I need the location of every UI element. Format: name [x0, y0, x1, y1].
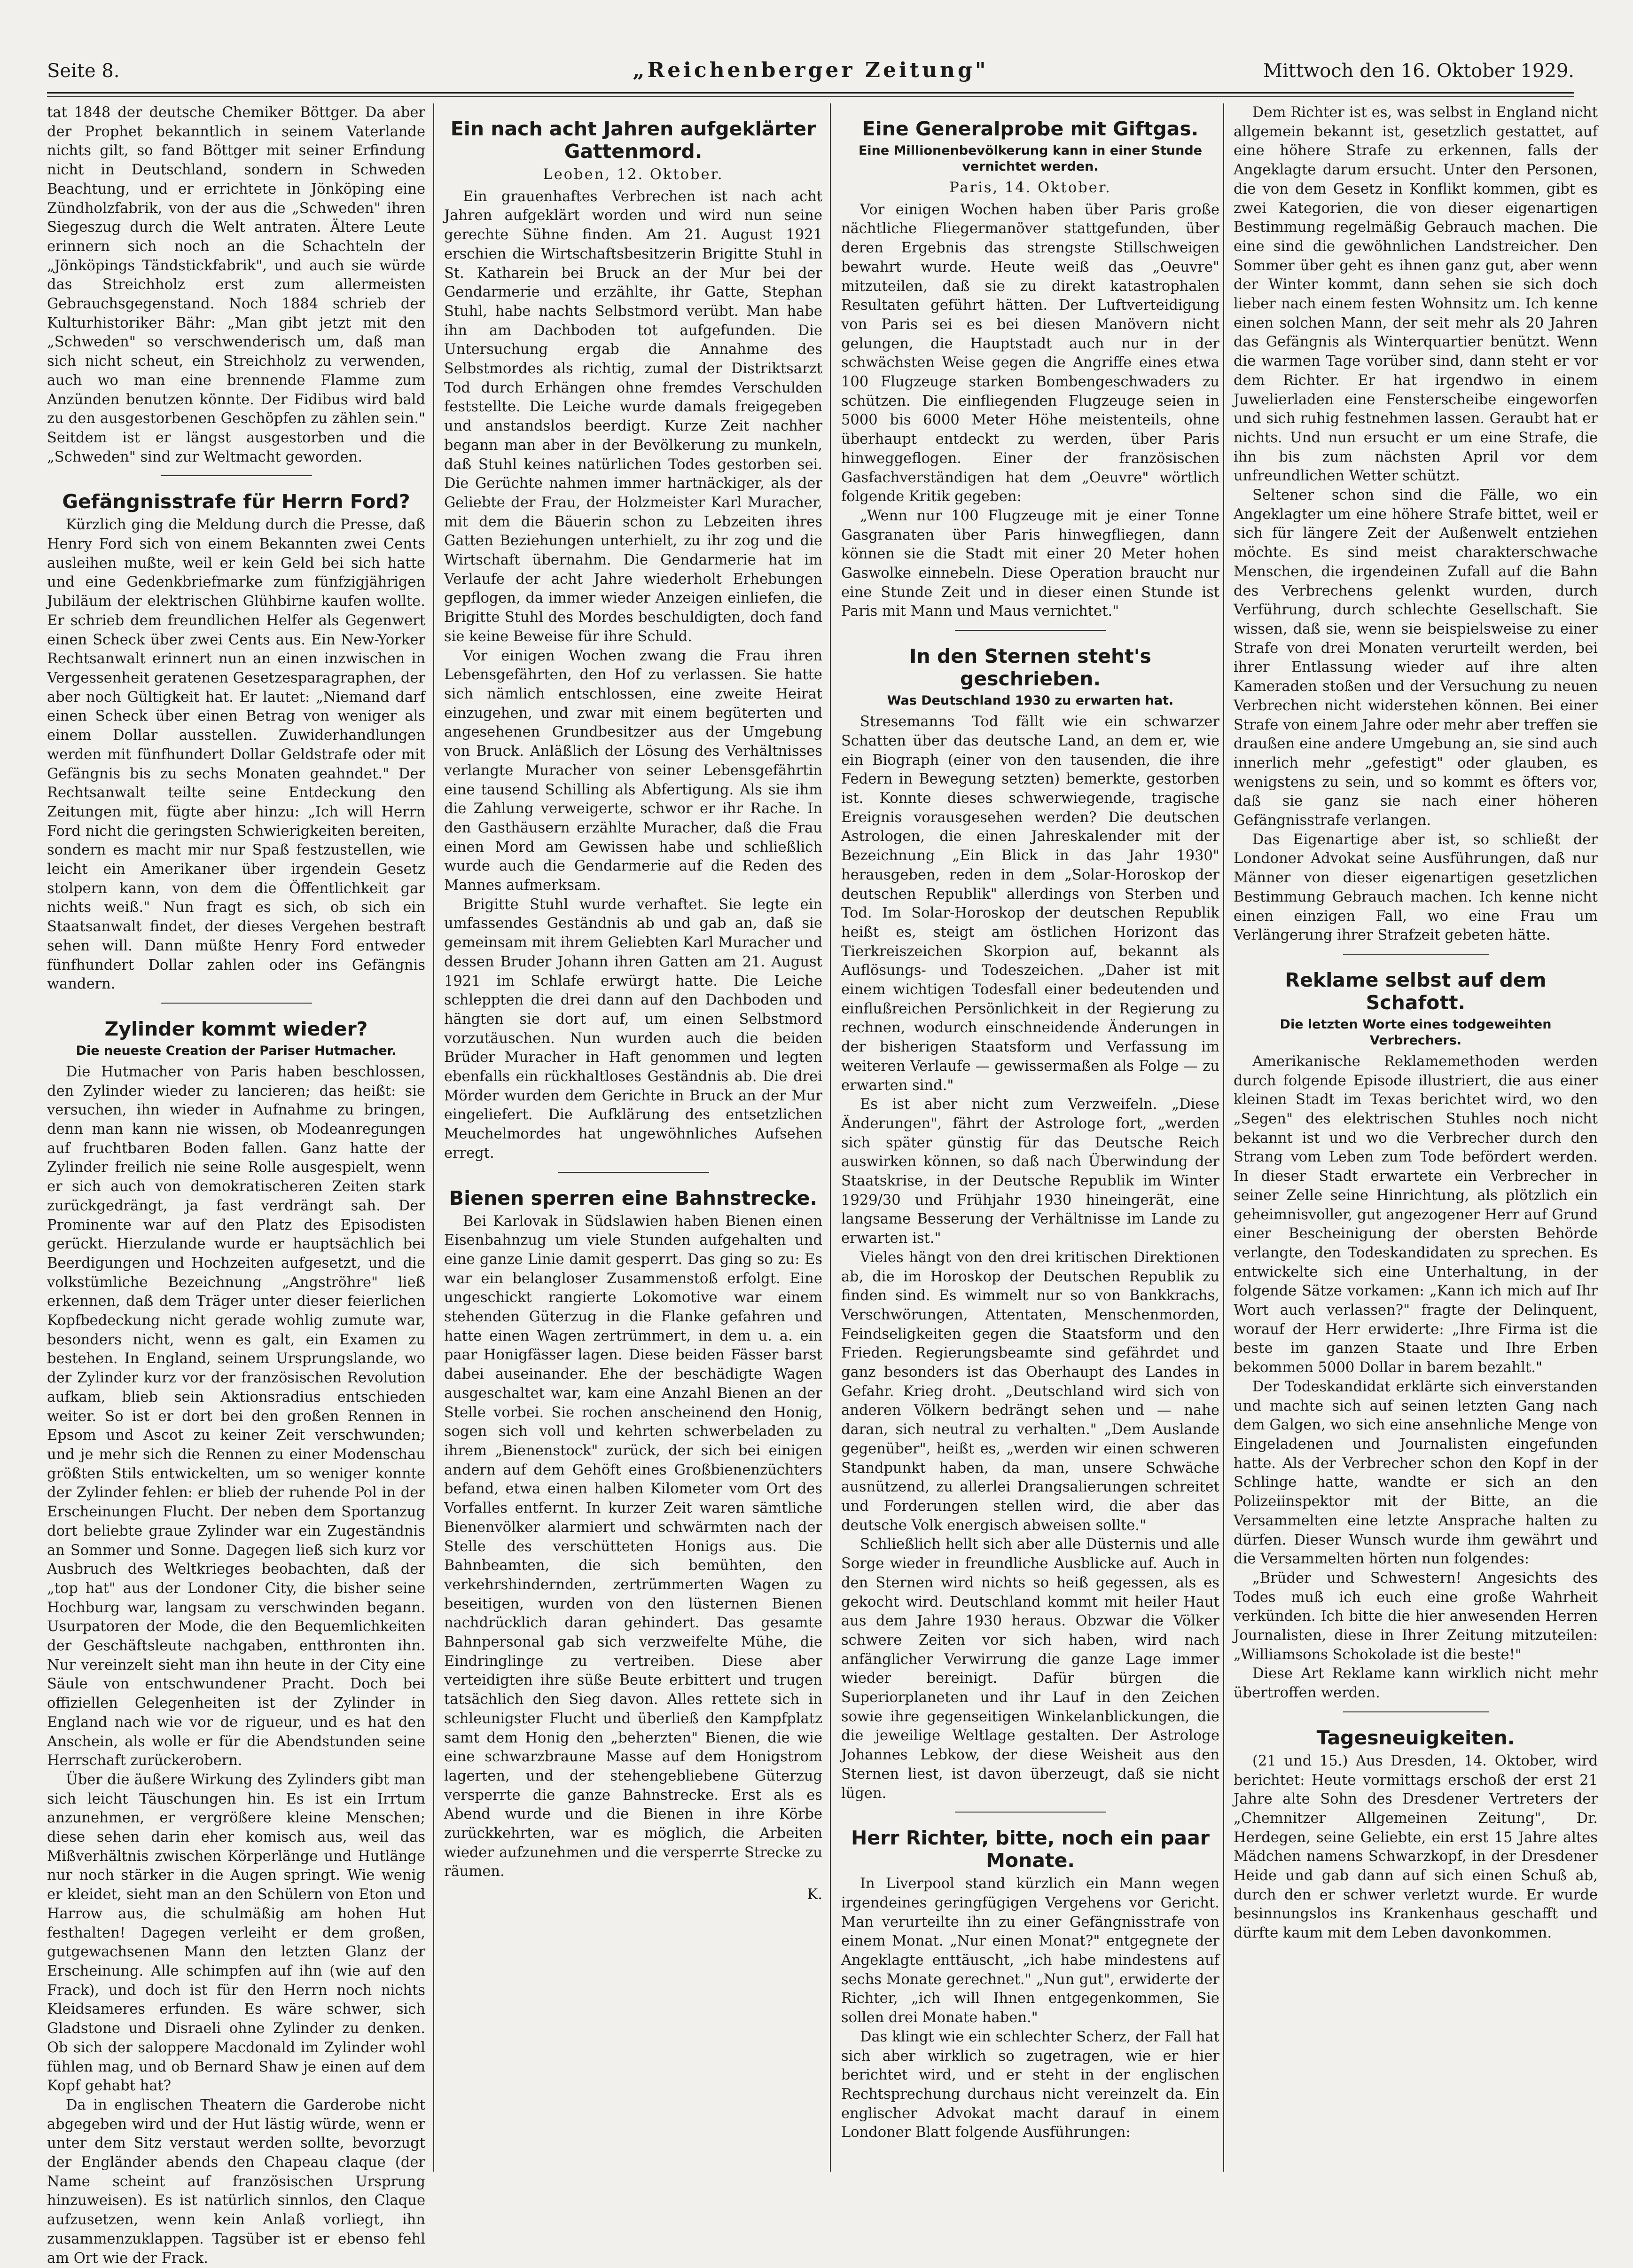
article-richter-continued	[1234, 103, 1598, 945]
article-signature: K.	[807, 1886, 822, 1903]
article-subtitle: Eine Millionenbevölkerung kann in einer Stunde vernichtet werden.	[858, 143, 1203, 174]
article-subtitle: Die letzten Worte eines todgeweihten Verbrechers.	[1280, 1017, 1552, 1048]
article-paragraph: Der Todeskandidat erklärte sich einverstanden und machte sich auf seinen letzten Gang nach dem Galgen, wo sich eine ansehnliche Menge von Eingeladenen und Journalisten eingefunden hatte. Als der Verbrecher schon den Kopf in der Schlinge hatte, wandte er sich an den Polizeiinspektor mit der Bitte, an die Versammelten eine letzte Ansprache halten zu dürfen. Dieser Wunsch wurde ihm gewährt und die Versammelten hörten nun folgendes:	[1234, 1378, 1598, 1568]
article-paragraph: Amerikanische Reklamemethoden werden durch folgende Episode illustriert, die aus einer kleinen Stadt im Texas berichtet wird, wo den „Segen" des elektrischen Stuhles noch nicht bekannt ist und wo die Verbrecher durch den Strang vom Leben zum Tode befördert werden. In dieser Stadt erwartete ein Verbrecher in seiner Zelle seine Hinrichtung, als plötzlich ein geheimnisvoller, gut angezogener Herr auf Grund einer Bescheinigung der obersten Behörde verlangte, den Todeskandidaten zu sprechen. Es entwickelte sich eine Unterhaltung, in der folgende Sätze vorkamen: „Kann ich mich auf Ihr Wort auch verlassen?" fragte der Delinquent, worauf der Herr erwiderte: „Ihre Firma ist die beste im ganzen Staate und Ihre Erben bekommen 5000 Dollar in barem bezahlt."	[1234, 1053, 1598, 1376]
page-number: Seite 8.	[47, 60, 120, 82]
article-title: Tagesneuigkeiten.	[1316, 1726, 1515, 1749]
column-divider	[433, 103, 434, 2172]
article-title: Zylinder kommt wieder?	[104, 1017, 368, 1040]
article-separator	[1343, 954, 1489, 955]
column-divider	[1223, 103, 1224, 2172]
article-zuendholz	[47, 103, 425, 467]
article-dateline: Paris, 14. Oktober.	[949, 180, 1111, 196]
article-paragraph: Vor einigen Wochen zwang die Frau ihren Lebensgefährten, den Hof zu verlassen. Sie hatte sich nämlich entschlossen, eine zweite Heirat einzugehen, und zwar mit einem begüterten und angesehenen Grundbesitzer aus der Umgebung von Bruck. Anläßlich der Lösung des Verhältnisses verlangte Muracher von seiner Lebensgefährtin eine tausend Schilling als Abfertigung. Als sie ihm die Zahlung verweigerte, schwor er ihr Rache. In den Gasthäusern erzählte Muracher, daß die Frau einen Mord am Gewissen habe und schließlich wurde auch die Gendarmerie auf die Reden des Mannes aufmerksam.	[444, 647, 822, 894]
article-zylinder	[47, 1018, 425, 2268]
article-paragraph: Stresemanns Tod fällt wie ein schwarzer Schatten über das deutsche Land, an dem er, wie ein Biograph (einer von den tausenden, die ihre Federn in Bewegung setzten) bemerkte, gestorben ist. Konnte dieses schwerwiegende, tragische Ereignis vorausgesehen werden? Die deutschen Astrologen, die einen Jahreskalender mit der Bezeichnung „Ein Blick in das Jahr 1930" herausgeben, reden in dem „Solar-Horoskop der deutschen Republik" allerdings von Sterben und Tod. Im Solar-Horoskop der deutschen Republik heißt es, steigt am östlichen Horizont das Tierkreiszeichen Skorpion auf, bekannt als Auflösungs- und Todeszeichen. „Daher ist mit einem wichtigen Todesfall einer bedeutenden und einflußreichen Persönlichkeit in der Regierung zu rechnen, wodurch einschneidende Änderungen in der bisherigen Staatsform und Verfassung im weiteren Verlaufe — gewissermaßen als Folge — zu erwarten sind."	[841, 714, 1219, 1094]
newspaper-title: „Reichenberger Zeitung"	[633, 58, 989, 82]
article-title: Bienen sperren eine Bahnstrecke.	[449, 1186, 818, 1209]
article-separator	[1343, 1711, 1489, 1712]
column-3	[841, 103, 1219, 2200]
article-paragraph: Bei Karlovak in Südslawien haben Bienen einen Eisenbahnzug um viele Stunden aufgehalten und eine ganze Linie damit gesperrt. Das ging so zu: Es war ein belangloser Zusammenstoß erfolgt. Eine ungeschickt rangierte Lokomotive war einem stehenden Güterzug in die Flanke gefahren und hatte einen Wagen zertrümmert, in dem u. a. ein paar Honigfässer lagen. Diese beiden Fässer barst dabei auseinander. Ehe der beschädigte Wagen ausgeschaltet war, kam eine Anzahl Bienen an der Stelle vorbei. Sie rochen anscheinend den Honig, sogen sich voll und kehrten schwerbeladen zu ihrem „Bienenstock" zurück, der sich bei einigen andern auf dem Gehöft eines Großbienenzüchters befand, etwa einen halben Kilometer vom Ort des Vorfalles entfernt. In kurzer Zeit waren sämtliche Bienenvölker alarmiert und schwärmten nach der Stelle des verschütteten Honigs aus. Die Bahnbeamten, die sich bemühten, den verkehrshindernden, zertrümmerten Wagen zu beseitigen, wurden von den lüsternen Bienen nachdrücklich daran gehindert. Das gesamte Bahnpersonal gab sich verzweifelte Mühe, die Eindringlinge zu vertreiben. Diese aber verteidigten ihre süße Beute erbittert und trugen tatsächlich den Sieg davon. Alles rettete sich in schleunigster Flucht und überließ den Kampfplatz samt dem Honig den „beherzten" Bienen, die wie eine schwarzbraune Masse auf dem Honigstrom lagerten, und der stehengebliebene Güterzug versperrte die ganze Bahnstrecke. Erst als es Abend wurde und die Bienen in ihre Körbe zurückkehrten, war es möglich, die Arbeiten wieder aufzunehmen und die versperrte Strecke zu räumen.	[444, 1213, 822, 1880]
column-divider	[830, 103, 831, 2172]
article-title: Gefängnisstrafe für Herrn Ford?	[62, 490, 410, 513]
article-paragraph: (21 und 15.) Aus Dresden, 14. Oktober, wird berichtet: Heute vormittags erschoß der erst 21 Jahre alte Sohn des Dresdener Vertreters der „Chemnitzer Allgemeinen Zeitung", Dr. Herdegen, seine Geliebte, ein erst 15 Jahre altes Mädchen namens Schwarzkopf, in der Dresdener Heide und gab dann auf sich einen Schuß ab, durch den er schwer verletzt wurde. Er wurde besinnungslos ins Krankenhaus geschafft und dürfte kaum mit dem Leben davonkommen.	[1234, 1752, 1598, 1942]
article-paragraph: „Brüder und Schwestern! Angesichts des Todes muß ich euch eine große Wahrheit verkünden. Ich bitte die hier anwesenden Herren Journalisten, diese in Ihrer Zeitung mitzuteilen: „Williamsons Schokolade ist die beste!"	[1234, 1570, 1598, 1663]
article-paragraph: Kürzlich ging die Meldung durch die Presse, daß Henry Ford sich von einem Bekannten zwei Cents ausleihen mußte, weil er kein Geld bei sich hatte und eine Gedenkbriefmarke zum fünfzigjährigen Jubiläum der elektrischen Glühbirne kaufen wollte. Er schrieb dem freundlichen Helfer als Gegenwert einen Scheck über zwei Cents aus. Ein New-Yorker Rechtsanwalt erinnert nun an einen inzwischen in Vergessenheit geratenen Gesetzesparagraphen, der aber noch Gültigkeit hat. Er lautet: „Niemand darf einen Scheck über einen Betrag von weniger als einem Dollar ausstellen. Zuwiderhandlungen werden mit fünfhundert Dollar Geldstrafe oder mit Gefängnis bis zu sechs Monaten geahndet." Der Rechtsanwalt teilte seine Entdeckung den Zeitungen mit, fügte aber hinzu: „Ich will Herrn Ford nicht die geringsten Schwierigkeiten bereiten, sondern es macht mir nur Spaß festzustellen, wie leicht ein Amerikaner über irgendein Gesetz stolpern kann, von dem die Öffentlichkeit gar nichts weiß." Nun fragt es sich, ob sich ein Staatsanwalt findet, der dieses Vergehen bestraft sehen will. Dann müßte Henry Ford entweder fünfhundert Dollar zahlen oder ins Gefängnis wandern.	[47, 517, 425, 993]
article-subtitle: Was Deutschland 1930 zu erwarten hat.	[887, 693, 1174, 708]
article-paragraph: Über die äußere Wirkung des Zylinders gibt man sich leicht Täuschungen hin. Es ist ein Irrtum anzunehmen, er vergrößere kleine Menschen; diese sehen darin eher komisch aus, weil das Mißverhältnis zwischen Körperlänge und Hutlänge nur noch stärker in die Augen springt. Wie wenig er kleidet, sieht man an den Schülern von Eton und Harrow aus, die schulmäßig am hohen Hut festhalten! Dagegen verleiht er dem großen, gutgewachsenen Mann den letzten Glanz der Erscheinung. Alle schimpfen auf ihn (wie auf den Frack), und doch ist für den Herrn noch nichts Kleidsameres erfunden. Es wäre schwer, sich Gladstone und Disraeli ohne Zylinder zu denken. Ob sich der saloppere Macdonald im Zylinder wohl fühlen mag, und ob Bernard Shaw je einen auf dem Kopf gehabt hat?	[47, 1771, 425, 2095]
article-paragraph: Brigitte Stuhl wurde verhaftet. Sie legte ein umfassendes Geständnis ab und gab an, daß sie gemeinsam mit ihrem Geliebten Karl Muracher und dessen Bruder Johann ihren Gatten am 21. August 1921 im Schlafe erwürgt hatte. Die Leiche schleppten die drei dann auf den Dachboden und hängten sie dort auf, um einen Selbstmord vorzutäuschen. Nun wurden auch die beiden Brüder Muracher in Haft genommen und legten ebenfalls ein rückhaltloses Geständnis ab. Die drei Mörder wurden dem Gerichte in Bruck an der Mur eingeliefert. Die Aufklärung des entsetzlichen Meuchelmordes hat ungewöhnliches Aufsehen erregt.	[444, 896, 822, 1161]
article-title: Reklame selbst auf dem Schafott.	[1285, 968, 1547, 1014]
article-paragraph: In Liverpool stand kürzlich ein Mann wegen irgendeines geringfügigen Vergehens vor Gericht. Man verurteilte ihn zu einer Gefängnisstrafe von einem Monat. „Nur einen Monat?" entgegnete der Angeklagte enttäuscht, „ich habe mindestens auf sechs Monate gerechnet." „Nun gut", erwiderte der Richter, „ich will Ihnen entgegenkommen, Sie sollen drei Monate haben."	[841, 1876, 1219, 2026]
article-separator	[161, 1003, 312, 1004]
column-1	[47, 103, 425, 2267]
article-richter	[841, 1827, 1219, 2142]
column-4	[1234, 103, 1598, 2200]
article-paragraph: „Wenn nur 100 Flugzeuge mit je einer Tonne Gasgranaten über Paris hinwegfliegen, dann können sie die Stadt mit einer 20 Meter hohen Gaswolke einnebeln. Diese Operation braucht nur eine Stunde Zeit und in dieser einen Stunde ist Paris mit Mann und Maus vernichtet."	[841, 507, 1219, 620]
article-paragraph: Ein grauenhaftes Verbrechen ist nach acht Jahren aufgeklärt worden und wird nun seine gerechte Sühne finden. Am 21. August 1921 erschien die Wirtschaftsbesitzerin Brigitte Stuhl in St. Katharein bei Bruck an der Mur bei der Gendarmerie und erzählte, ihr Gatte, Stephan Stuhl, habe nachts Selbstmord verübt. Man habe ihn am Dachboden tot aufgefunden. Die Untersuchung ergab die Annahme des Selbstmordes als richtig, zumal der Distriktsarzt Tod durch Erhängen ohne fremdes Verschulden feststellte. Die Leiche wurde damals freigegeben und anstandslos beerdigt. Kurze Zeit nachher begann man aber in der Bevölkerung zu munkeln, daß Stuhl keines natürlichen Todes gestorben sei. Die Gerüchte nahmen immer hartnäckiger, als der Geliebte der Frau, der Holzmeister Karl Muracher, mit dem die Bäuerin schon zu Lebzeiten ihres Gatten Beziehungen unterhielt, zu ihr zog und die Wirtschaft übernahm. Die Gendarmerie hat im Verlaufe der acht Jahre wiederholt Erhebungen gepflogen, da immer wieder Anzeigen einliefen, die Brigitte Stuhl des Mordes beschuldigten, doch fand sie keine Beweise für ihre Schuld.	[444, 188, 822, 645]
article-bienen	[444, 1187, 822, 1905]
article-tagesneuigkeiten	[1234, 1727, 1598, 1943]
article-giftgas	[841, 118, 1219, 621]
issue-date: Mittwoch den 16. Oktober 1929.	[1263, 60, 1574, 82]
article-paragraph: Dem Richter ist es, was selbst in England nicht allgemein bekannt ist, gesetzlich gestattet, auf eine höhere Strafe zu erkennen, falls der Angeklagte darum ersucht. Unter den Personen, die von dem Gesetz in Konflikt kommen, gibt es zwei Kategorien, die von dieser eigenartigen Bestimmung regelmäßig Gebrauch machen. Die eine sind die gewöhnlichen Landstreicher. Den Sommer über geht es ihnen ganz gut, aber wenn der Winter kommt, dann sehen sie sich doch lieber nach einem festen Wohnsitz um. Ich kenne einen solchen Mann, der seit mehr als 20 Jahren das Gefängnis als Winterquartier benützt. Wenn die warmen Tage vorüber sind, dann steht er vor dem Richter. Er hat irgendwo in einem Juwelierladen eine Fensterscheibe eingeworfen und sich ruhig festnehmen lassen. Geraubt hat er nichts. Und nun ersucht er um eine Strafe, die ihn bis zum nächsten April vor dem unfreundlichen Wetter schützt.	[1234, 104, 1598, 485]
article-separator	[955, 1812, 1106, 1813]
article-sterne	[841, 645, 1219, 1803]
article-paragraph: Vor einigen Wochen haben über Paris große nächtliche Fliegermanöver stattgefunden, über deren Ergebnis das strengste Stillschweigen bewahrt wurde. Heute weiß das „Oeuvre" mitzuteilen, daß sie zu direkt katastrophalen Resultaten geführt hätten. Der Luftverteidigung von Paris sei es bei diesen Manövern nicht gelungen, die Hauptstadt auch nur in der schwächsten Weise gegen die Angriffe eines etwa 100 Flugzeuge starken Bombengeschwaders zu schützen. Die einfliegenden Flugzeuge seien in 5000 bis 6000 Meter Höhe meistenteils, ohne überhaupt entdeckt zu werden, über Paris hinweggeflogen. Einer der französischen Gasfachverständigen hat dem „Oeuvre" wörtlich folgende Kritik gegeben:	[841, 201, 1219, 505]
article-title: Herr Richter, bitte, noch ein paar Monate.	[851, 1827, 1210, 1872]
article-title: Eine Generalprobe mit Giftgas.	[862, 118, 1199, 140]
article-paragraph: Seltener schon sind die Fälle, wo ein Angeklagter um eine höhere Strafe bittet, weil er sich für längere Zeit der Außenwelt entziehen möchte. Es sind meist charakterschwache Menschen, die irgendeinen Zufall auf die Bahn des Verbrechens gelenkt wurden, durch Verführung, durch schlechte Gesellschaft. Sie wissen, daß sie, wenn sie beispielsweise zu einer Strafe von drei Monaten verurteilt werden, bei ihrer Entlassung wieder auf ihre alten Kameraden stoßen und der Versuchung zu neuen Verbrechen nicht widerstehen können. Bei einer Strafe von einem Jahre oder mehr aber treffen sie draußen eine andere Umgebung an, sie sind auch innerlich mehr „gefestigt" oder glauben, es wenigstens zu sein, und so kommt es öfters vor, daß sie ganz sie nach einer höheren Gefängnisstrafe verlangen.	[1234, 487, 1598, 829]
article-paragraph: Das Eigenartige aber ist, so schließt der Londoner Advokat seine Ausführungen, daß nur Männer von dieser eigenartigen gesetzlichen Bestimmung Gebrauch machen. Ich kenne nicht einen einzigen Fall, wo eine Frau um Verlängerung ihrer Strafzeit gebeten hätte.	[1234, 831, 1598, 944]
article-title: Ein nach acht Jahren aufgeklärter Gattenmord.	[450, 118, 816, 163]
article-paragraph: Vieles hängt von den drei kritischen Direktionen ab, die im Horoskop der Deutschen Republik zu finden sind. Es wimmelt nur so von Bankkrachs, Verschwörungen, Attentaten, Menschenmorden, Feindseligkeiten gegen die Staatsform und den Frieden. Regierungsbeamte sind gefährdet und ganz besonders ist das Oberhaupt des Landes in Gefahr. Krieg droht. „Deutschland wird sich von anderen Völkern bedrängt sehen und — nahe daran, sich neutral zu verhalten." „Dem Auslande gegenüber", heißt es, „werden wir einen schweren Standpunkt haben, da man, unsere Schwäche ausnützend, zu allerlei Drangsalierungen schreitet und Forderungen stellen wird, die aber das deutsche Volk energisch abweisen sollte."	[841, 1249, 1219, 1534]
article-paragraph: Da in englischen Theatern die Garderobe nicht abgegeben wird und der Hut lästig würde, wenn er unter dem Sitz verstaut werden sollte, bevorzugt der Engländer abends den Chapeau claque (der Name scheint auf französischen Ursprung hinzuweisen). Es ist natürlich sinnlos, den Claque aufzusetzen, wenn kein Anlaß vorliegt, ihn zusammenzuklappen. Tagsüber ist er ebenso fehl am Ort wie der Frack.	[47, 2096, 425, 2267]
article-paragraph: Schließlich hellt sich aber alle Düsternis und alle Sorge wieder in freundliche Ausblicke auf. Auch in den Sternen wird nichts so heiß gegessen, als es gekocht wird. Deutschland kommt mit heiler Haut aus dem Jahre 1930 heraus. Obzwar die Völker schwere Zeiten vor sich haben, wird nach anfänglicher Verwirrung die ganze Lage immer wieder bereinigt. Dafür bürgen die Superiorplaneten und ihr Lauf in den Zeichen sowie ihre gegenseitigen Winkelanblickungen, die die jeweilige Weltlage gestalten. Der Astrologe Johannes Lebkow, der diese Weisheit aus den Sternen liest, ist davon überzeugt, daß sie nicht lügen.	[841, 1536, 1219, 1802]
article-separator	[161, 475, 312, 476]
article-paragraph: Es ist aber nicht zum Verzweifeln. „Diese Änderungen", fährt der Astrologe fort, „werden sich später günstig für das Deutsche Reich auswirken können, so daß nach Überwindung der Staatskrise, in der Deutsche Republik im Winter 1929/30 und Frühjahr 1930 hineingerät, eine langsame Besserung der Verhältnisse im Lande zu erwarten ist."	[841, 1096, 1219, 1247]
masthead	[47, 55, 1574, 88]
article-title: In den Sternen steht's geschrieben.	[909, 645, 1151, 691]
article-paragraph: Das klingt wie ein schlechter Scherz, der Fall hat sich aber wirklich so zugetragen, wie er hier berichtet wird, und er steht in der englischen Rechtsprechung durchaus nicht vereinzelt da. Ein englischer Advokat macht darauf in einem Londoner Blatt folgende Ausführungen:	[841, 2028, 1219, 2141]
article-paragraph: tat 1848 der deutsche Chemiker Böttger. Da aber der Prophet bekanntlich in seinem Vaterlande nichts gilt, so fand Böttger mit seiner Erfindung nicht in Deutschland, sondern in Schweden Beachtung, und er errichtete in Jönköping eine Zündholzfabrik, von der aus die „Schweden" ihren Siegeszug durch die Welt antraten. Ältere Leute erinnern sich noch an die Schachteln der „Jönköpings Tändstickfabrik", und auch sie würde das Streichholz erst zum allermeisten Gebrauchsgegenstand. Noch 1884 schrieb der Kulturhistoriker Bähr: „Man gibt jetzt mit den „Schweden" so verschwenderisch um, daß man sich nicht scheut, ein Streichholz zu verwenden, auch wo man eine brennende Flamme zum Anzünden benutzen könnte. Der Fidibus wird bald zu den ausgestorbenen Geschöpfen zu zählen sein." Seitdem ist er längst ausgestorben und die „Schweden" sind zur Weltmacht geworden.	[47, 104, 425, 465]
column-2	[444, 103, 822, 2200]
article-paragraph: Diese Art Reklame kann wirklich nicht mehr übertroffen werden.	[1234, 1665, 1598, 1702]
article-separator	[558, 1172, 709, 1173]
article-reklame	[1234, 969, 1598, 1703]
article-separator	[955, 630, 1106, 631]
article-subtitle: Die neueste Creation der Pariser Hutmacher.	[76, 1043, 397, 1058]
article-ford	[47, 490, 425, 994]
article-dateline: Leoben, 12. Oktober.	[543, 166, 724, 183]
article-gattenmord	[444, 118, 822, 1163]
masthead-rule	[47, 92, 1574, 97]
article-paragraph: Die Hutmacher von Paris haben beschlossen, den Zylinder wieder zu lancieren; das heißt: sie versuchen, ihn wieder in Aufnahme zu bringen, denn man kann nie wissen, ob Modeanregungen auf fruchtbaren Boden fallen. Ganz hatte der Zylinder freilich nie seine Rolle ausgespielt, wenn er sich auch von demokratischeren Zeiten stark zurückgedrängt, ja fast verdrängt sah. Der Prominente war auf den Platz des Episodisten gerückt. Hierzulande wurde er hauptsächlich bei Beerdigungen und Hochzeiten aufgesetzt, und die volkstümliche Bezeichnung „Angströhre" ließ erkennen, daß dem Träger unter dieser feierlichen Kopfbedeckung nicht gerade wohlig zumute war, besonders nicht, wenn es galt, ein Examen zu bestehen. In England, seinem Ursprungslande, wo der Zylinder kurz vor der französischen Revolution aufkam, blieb sein Aktionsradius entschieden weiter. So ist er dort bei den großen Rennen in Epsom und Ascot zu keiner Zeit verschwunden; und je mehr sich die Rennen zu einer Modenschau größten Stils entwickelten, um so weniger konnte der Zylinder fehlen: er blieb der ruhende Pol in der Erscheinungen Flucht. Der neben dem Sportanzug dort beliebte graue Zylinder war ein Zugeständnis an Sommer und Sonne. Dagegen ließ sich kurz vor Ausbruch des Weltkrieges beobachten, daß der „top hat" aus der Londoner City, die bisher seine Hochburg war, langsam zu verschwinden begann. Usurpatoren der Mode, die den Bequemlichkeiten der Geschäftsleute nachgaben, entthronten ihn. Nur vereinzelt sieht man ihn heute in der City eine Säule von entschwundener Pracht. Doch bei offiziellen Gelegenheiten ist der Zylinder in England nach wie vor de rigueur, und es hat den Anschein, als wolle er für die Abendstunden seine Herrschaft zurückerobern.	[47, 1063, 425, 1769]
